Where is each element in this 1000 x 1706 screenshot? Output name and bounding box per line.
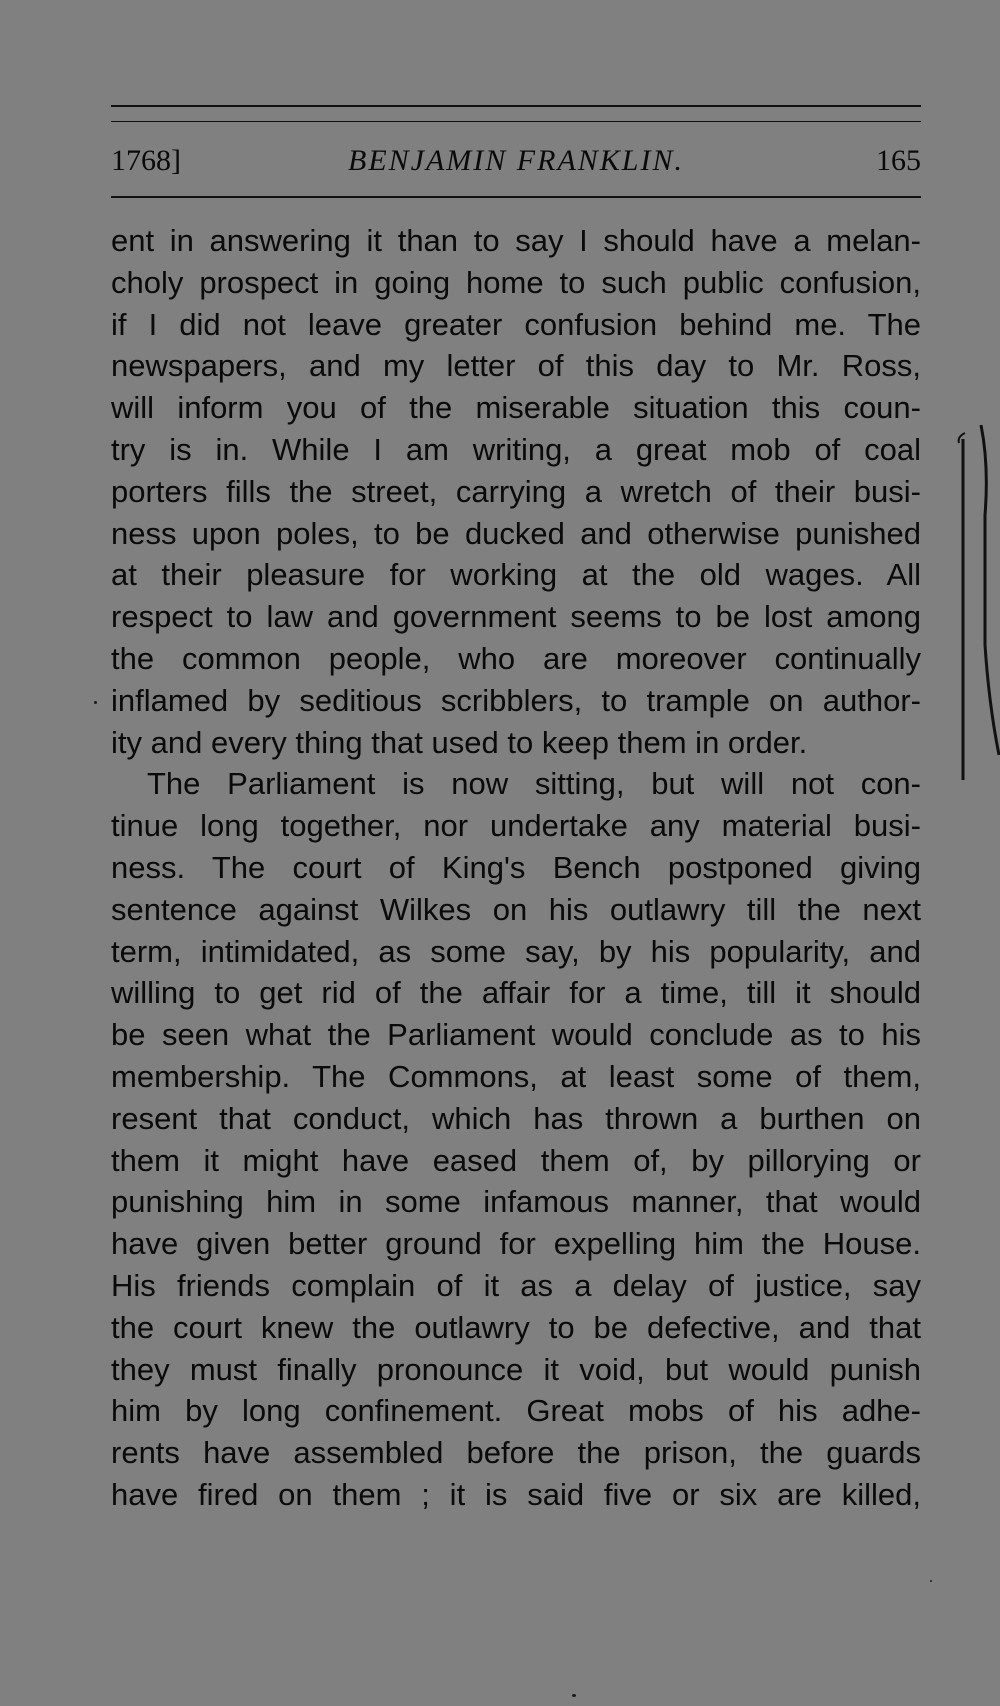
text-line: if I did not leave greater confusion behind me. The xyxy=(111,306,921,342)
text-line: ity and every thing that used to keep them in order. xyxy=(111,724,808,760)
text-line: the common people, who are moreover continually xyxy=(111,640,921,676)
text-line: sentence against Wilkes on his outlawry till the next xyxy=(111,891,921,927)
text-line: try is in. While I am writing, a great mob of coal xyxy=(111,431,921,467)
header-top-rule xyxy=(111,105,921,107)
text-line: willing to get rid of the affair for a time, till it should xyxy=(111,975,921,1011)
header-title: BENJAMIN FRANKLIN. xyxy=(348,144,684,177)
text-line: porters fills the street, carrying a wretch of their busi- xyxy=(111,473,921,509)
text-line: they must finally pronounce it void, but would punish xyxy=(111,1351,921,1387)
text-line: punishing him in some infamous manner, that would xyxy=(111,1184,921,1220)
text-line: ness. The court of King's Bench postponed giving xyxy=(111,849,921,885)
text-line: inflamed by seditious scribblers, to trample on author- xyxy=(111,682,921,718)
text-line: His friends complain of it as a delay of justice, say xyxy=(111,1267,921,1303)
text-line: respect to law and government seems to be lost among xyxy=(111,599,921,635)
text-line: tinue long together, nor undertake any material busi- xyxy=(111,808,921,844)
header-top-rule-thin xyxy=(111,121,921,122)
text-line: term, intimidated, as some say, by his popularity, and xyxy=(111,933,921,969)
text-line: the court knew the outlawry to be defective, and that xyxy=(111,1309,921,1345)
running-header xyxy=(111,136,921,186)
text-line: membership. The Commons, at least some of them, xyxy=(111,1058,921,1094)
text-line: them it might have eased them of, by pillorying or xyxy=(111,1142,921,1178)
text-line: at their pleasure for working at the old wages. All xyxy=(111,557,921,593)
margin-bracket-mark xyxy=(955,425,1000,780)
text-line: newspapers, and my letter of this day to Mr. Ross, xyxy=(111,348,921,384)
text-line: have given better ground for expelling him the House. xyxy=(111,1226,921,1262)
text-line: choly prospect in going home to such public confusion, xyxy=(111,264,921,300)
text-line: be seen what the Parliament would conclude as to his xyxy=(111,1017,921,1053)
text-line: The Parliament is now sitting, but will not con- xyxy=(147,766,921,802)
header-year: 1768] xyxy=(111,144,181,177)
text-line: have fired on them ; it is said five or six are killed, xyxy=(111,1476,921,1512)
text-line: him by long confinement. Great mobs of his adhe- xyxy=(111,1393,921,1429)
text-line: ent in answering it than to say I should have a melan- xyxy=(111,223,921,258)
page-speck xyxy=(94,701,97,704)
text-line: will inform you of the miserable situation this coun- xyxy=(111,390,921,426)
body-text xyxy=(111,220,921,1516)
page-number: 165 xyxy=(876,144,921,177)
page-speck xyxy=(930,1580,932,1582)
text-line: resent that conduct, which has thrown a burthen on xyxy=(111,1100,921,1136)
text-line: rents have assembled before the prison, the guards xyxy=(111,1435,921,1471)
text-line: ness upon poles, to be ducked and otherwise punished xyxy=(111,515,921,551)
page-speck xyxy=(572,1694,576,1697)
header-bottom-rule xyxy=(111,196,921,198)
